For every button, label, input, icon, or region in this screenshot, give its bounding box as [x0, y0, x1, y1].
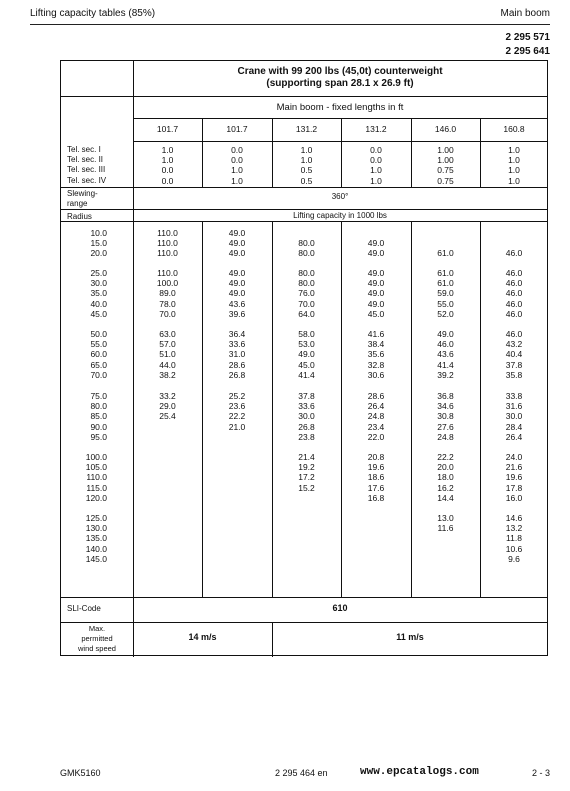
sli-code-value: 610 — [332, 603, 348, 613]
capacity-value: 13.2 — [505, 523, 523, 534]
tel-value: 1.0 — [300, 145, 313, 155]
capacity-value: 19.6 — [505, 472, 523, 483]
table-col-rule — [341, 118, 342, 187]
capacity-value: 30.6 — [367, 369, 385, 380]
radius-value: 135.0 — [85, 533, 107, 544]
capacity-value: 33.6 — [298, 401, 315, 412]
capacity-value: 24.8 — [367, 411, 385, 422]
tel-value: 0.0 — [161, 175, 174, 186]
tel-value: 0.5 — [300, 175, 313, 186]
tel-value: 1.00 — [437, 155, 454, 166]
tel-section-label: Tel. sec. IV — [67, 175, 107, 185]
tel-value: 1.0 — [508, 175, 520, 186]
radius-value: 120.0 — [85, 492, 107, 503]
radius-value: 75.0 — [90, 391, 107, 401]
table-subtitle: Main boom - fixed lengths in ft — [276, 102, 404, 113]
radius-value: 100.0 — [85, 452, 107, 462]
capacity-value: 17.8 — [505, 482, 523, 493]
capacity-value: 38.2 — [159, 369, 176, 380]
radius-value: 25.0 — [90, 268, 107, 278]
capacity-value: 49.0 — [367, 278, 385, 289]
capacity-value: 46.0 — [505, 268, 523, 278]
capacity-value: 80.0 — [298, 278, 315, 289]
tel-value: 1.0 — [161, 155, 174, 166]
capacity-value: 46.0 — [437, 339, 454, 350]
capacity-value: 70.0 — [159, 308, 176, 319]
radius-value: 55.0 — [90, 339, 107, 350]
capacity-value: 16.0 — [505, 492, 523, 503]
table-col-rule — [272, 118, 273, 187]
radius-value: 20.0 — [90, 248, 107, 259]
tel-value: 1.0 — [508, 155, 520, 166]
capacity-value: 19.6 — [367, 462, 385, 473]
boom-length: 101.7 — [226, 124, 248, 134]
capacity-value: 37.8 — [505, 359, 523, 370]
capacity-value: 26.4 — [367, 401, 385, 412]
capacity-value: 36.8 — [437, 391, 454, 401]
header-divider — [30, 24, 550, 25]
tel-value: 1.0 — [161, 145, 174, 155]
boom-length: 101.7 — [156, 124, 179, 134]
capacity-value: 43.6 — [437, 349, 454, 360]
capacity-value: 24.0 — [505, 452, 523, 462]
radius-value: 145.0 — [85, 553, 107, 564]
capacity-value: 30.0 — [505, 411, 523, 422]
radius-value: 65.0 — [90, 359, 107, 370]
boom-length: 160.8 — [503, 124, 525, 134]
capacity-value: 25.4 — [159, 411, 176, 422]
footer-url: www.epcatalogs.com — [360, 766, 479, 778]
capacity-unit-label: Lifting capacity in 1000 lbs — [293, 211, 387, 220]
capacity-value: 19.2 — [298, 462, 315, 473]
capacity-value: 49.0 — [228, 228, 246, 238]
capacity-value: 46.0 — [505, 298, 523, 309]
capacity-value: 22.2 — [228, 411, 246, 422]
capacity-value: 11.8 — [506, 533, 522, 544]
capacity-value: 13.0 — [437, 513, 454, 523]
capacity-value: 36.4 — [228, 329, 246, 339]
radius-value: 95.0 — [90, 431, 107, 442]
capacity-value: 46.0 — [505, 248, 523, 259]
capacity-value: 10.6 — [505, 543, 523, 554]
capacity-value: 28.6 — [228, 359, 246, 370]
radius-value: 130.0 — [85, 523, 107, 534]
boom-length: 146.0 — [434, 124, 457, 134]
boom-length: 131.2 — [365, 124, 387, 134]
capacity-value: 31.0 — [228, 349, 246, 360]
radius-value: 15.0 — [90, 238, 107, 249]
table-row-rule — [133, 118, 547, 119]
table-col-rule — [202, 118, 203, 187]
capacity-value: 32.8 — [367, 359, 385, 370]
capacity-value: 61.0 — [437, 268, 454, 278]
capacity-value: 78.0 — [159, 298, 176, 309]
radius-value: 10.0 — [90, 228, 107, 238]
capacity-value: 46.0 — [505, 278, 523, 289]
radius-value: 110.0 — [86, 472, 107, 483]
capacity-value: 20.8 — [367, 452, 385, 462]
capacity-value: 53.0 — [298, 339, 315, 350]
capacity-value: 23.6 — [228, 401, 246, 412]
capacity-value: 49.0 — [367, 238, 385, 249]
tel-section-label: Tel. sec. III — [67, 165, 106, 175]
tel-value: 0.0 — [370, 145, 382, 155]
capacity-value: 43.6 — [228, 298, 246, 309]
slewing-value: 360° — [331, 192, 349, 201]
capacity-value: 17.2 — [298, 472, 315, 483]
capacity-value: 33.6 — [228, 339, 246, 350]
capacity-value: 61.0 — [437, 278, 454, 289]
capacity-value: 11.6 — [437, 523, 454, 534]
tel-value: 0.75 — [437, 175, 454, 186]
capacity-value: 21.0 — [228, 421, 246, 432]
capacity-value: 110.0 — [157, 228, 178, 238]
capacity-value: 22.0 — [367, 431, 385, 442]
tel-value: 1.0 — [231, 165, 243, 176]
capacity-value: 49.0 — [367, 268, 385, 278]
table-col-rule — [480, 221, 481, 597]
boom-length: 131.2 — [295, 124, 318, 134]
capacity-value: 46.0 — [505, 329, 523, 339]
capacity-value: 34.6 — [437, 401, 454, 412]
capacity-value: 49.0 — [367, 298, 385, 309]
capacity-value: 26.8 — [298, 421, 315, 432]
capacity-value: 30.8 — [437, 411, 454, 422]
capacity-value: 16.8 — [367, 492, 385, 503]
capacity-value: 110.0 — [157, 238, 178, 249]
footer-page-number: 2 - 3 — [531, 768, 550, 778]
capacity-value: 26.4 — [505, 431, 523, 442]
capacity-value: 43.2 — [505, 339, 523, 350]
capacity-value: 40.4 — [505, 349, 523, 360]
footer-model: GMK5160 — [60, 768, 101, 778]
capacity-value: 39.6 — [228, 308, 246, 319]
table-col-rule — [341, 221, 342, 597]
tel-value: 1.0 — [370, 165, 382, 176]
radius-value: 60.0 — [90, 349, 107, 360]
table-row-rule — [133, 141, 547, 142]
part-number-1: 2 295 571 — [505, 32, 550, 43]
capacity-value: 49.0 — [437, 329, 454, 339]
table-col-rule — [411, 118, 412, 187]
capacity-value: 33.8 — [505, 391, 523, 401]
table-title: Crane with 99 200 lbs (45,0t) counterweight — [237, 66, 443, 77]
footer-doc-number: 2 295 464 en — [275, 768, 328, 778]
capacity-value: 46.0 — [505, 288, 523, 299]
capacity-value: 44.0 — [159, 359, 176, 370]
radius-value: 30.0 — [90, 278, 107, 289]
capacity-value: 49.0 — [228, 278, 246, 289]
capacity-value: 16.2 — [437, 482, 454, 493]
tel-value: 1.0 — [231, 175, 243, 186]
capacity-value: 9.6 — [508, 553, 520, 564]
radius-value: 40.0 — [90, 298, 107, 309]
capacity-value: 25.2 — [228, 391, 246, 401]
wind-speed-short-boom: 14 m/s — [188, 632, 217, 642]
capacity-value: 70.0 — [298, 298, 315, 309]
capacity-value: 28.4 — [505, 421, 523, 432]
capacity-value: 59.0 — [437, 288, 454, 299]
capacity-value: 41.4 — [298, 369, 315, 380]
table-col-rule — [272, 221, 273, 597]
radius-value: 70.0 — [90, 369, 107, 380]
capacity-value: 20.0 — [437, 462, 454, 473]
capacity-value: 35.6 — [367, 349, 385, 360]
capacity-value: 110.0 — [157, 248, 178, 259]
capacity-value: 57.0 — [159, 339, 176, 350]
radius-value: 80.0 — [90, 401, 107, 412]
capacity-value: 80.0 — [298, 268, 315, 278]
tel-value: 0.0 — [161, 165, 174, 176]
table-title-span: (supporting span 28.1 x 26.9 ft) — [266, 78, 414, 89]
radius-value: 105.0 — [85, 462, 107, 473]
lifting-capacity-table — [60, 60, 548, 656]
capacity-value: 37.8 — [298, 391, 315, 401]
radius-value: 115.0 — [86, 482, 107, 493]
capacity-value: 22.2 — [437, 452, 454, 462]
capacity-value: 26.8 — [228, 369, 246, 380]
tel-value: 1.0 — [300, 155, 313, 166]
capacity-value: 100.0 — [156, 278, 179, 289]
table-col-rule — [411, 221, 412, 597]
part-number-2: 2 295 641 — [505, 46, 550, 57]
radius-value: 50.0 — [90, 329, 107, 339]
capacity-value: 63.0 — [159, 329, 176, 339]
capacity-value: 18.6 — [367, 472, 385, 483]
tel-value: 1.0 — [508, 165, 520, 176]
capacity-value: 39.2 — [437, 369, 454, 380]
table-col-rule — [480, 118, 481, 187]
capacity-value: 45.0 — [367, 308, 385, 319]
capacity-value: 23.8 — [298, 431, 315, 442]
capacity-value: 110.0 — [157, 268, 178, 278]
capacity-value: 51.0 — [159, 349, 176, 360]
tel-section-label: Tel. sec. I — [67, 145, 101, 154]
radius-value: 35.0 — [90, 288, 107, 299]
capacity-value: 14.4 — [437, 492, 454, 503]
capacity-value: 49.0 — [228, 268, 246, 278]
wind-speed-long-boom: 11 m/s — [396, 632, 424, 642]
sli-code-label: SLI-Code — [67, 604, 101, 613]
capacity-value: 49.0 — [228, 238, 246, 249]
header-boom-title: Main boom — [500, 8, 550, 19]
tel-value: 0.5 — [300, 165, 313, 176]
capacity-value: 55.0 — [437, 298, 454, 309]
tel-section-label: Tel. sec. II — [67, 155, 104, 165]
capacity-value: 89.0 — [159, 288, 176, 299]
tel-value: 0.75 — [437, 165, 454, 176]
capacity-value: 33.2 — [159, 391, 176, 401]
capacity-value: 28.6 — [367, 391, 385, 401]
capacity-value: 35.8 — [505, 369, 523, 380]
capacity-value: 41.6 — [367, 329, 385, 339]
capacity-value: 49.0 — [228, 288, 246, 299]
capacity-value: 49.0 — [367, 248, 385, 259]
capacity-value: 21.6 — [505, 462, 523, 473]
capacity-value: 41.4 — [437, 359, 454, 370]
capacity-value: 27.6 — [437, 421, 454, 432]
slewing-label: Slewing- range — [67, 189, 98, 208]
capacity-value: 18.0 — [437, 472, 454, 483]
capacity-value: 80.0 — [298, 248, 315, 259]
radius-value: 90.0 — [90, 421, 107, 432]
tel-value: 0.0 — [231, 155, 243, 166]
tel-value: 1.0 — [370, 175, 382, 186]
tel-value: 0.0 — [231, 145, 243, 155]
table-col-rule — [133, 61, 134, 657]
capacity-value: 38.4 — [367, 339, 385, 350]
capacity-value: 29.0 — [159, 401, 176, 412]
capacity-value: 80.0 — [298, 238, 315, 249]
tel-value: 0.0 — [370, 155, 382, 166]
capacity-value: 49.0 — [228, 248, 246, 259]
capacity-value: 15.2 — [298, 482, 315, 493]
capacity-value: 64.0 — [298, 308, 315, 319]
capacity-value: 76.0 — [298, 288, 315, 299]
radius-value: 45.0 — [90, 308, 107, 319]
capacity-value: 45.0 — [298, 359, 315, 370]
radius-label: Radius — [67, 212, 92, 221]
capacity-value: 30.0 — [298, 411, 315, 422]
capacity-value: 23.4 — [367, 421, 385, 432]
capacity-value: 61.0 — [437, 248, 454, 259]
radius-value: 125.0 — [85, 513, 107, 523]
capacity-value: 31.6 — [505, 401, 523, 412]
table-col-rule — [202, 221, 203, 597]
wind-speed-label: Max. permitted wind speed — [78, 624, 116, 653]
capacity-value: 14.6 — [505, 513, 523, 523]
capacity-value: 24.8 — [437, 431, 454, 442]
tel-value: 1.00 — [437, 145, 454, 155]
tel-value: 1.0 — [508, 145, 520, 155]
capacity-value: 17.6 — [367, 482, 385, 493]
capacity-value: 21.4 — [298, 452, 315, 462]
radius-value: 140.0 — [85, 543, 107, 554]
capacity-value: 46.0 — [505, 308, 523, 319]
capacity-value: 49.0 — [298, 349, 315, 360]
capacity-value: 58.0 — [298, 329, 315, 339]
header-section-title: Lifting capacity tables (85%) — [30, 8, 156, 19]
capacity-value: 49.0 — [367, 288, 385, 299]
radius-value: 85.0 — [90, 411, 107, 422]
capacity-value: 52.0 — [437, 308, 454, 319]
